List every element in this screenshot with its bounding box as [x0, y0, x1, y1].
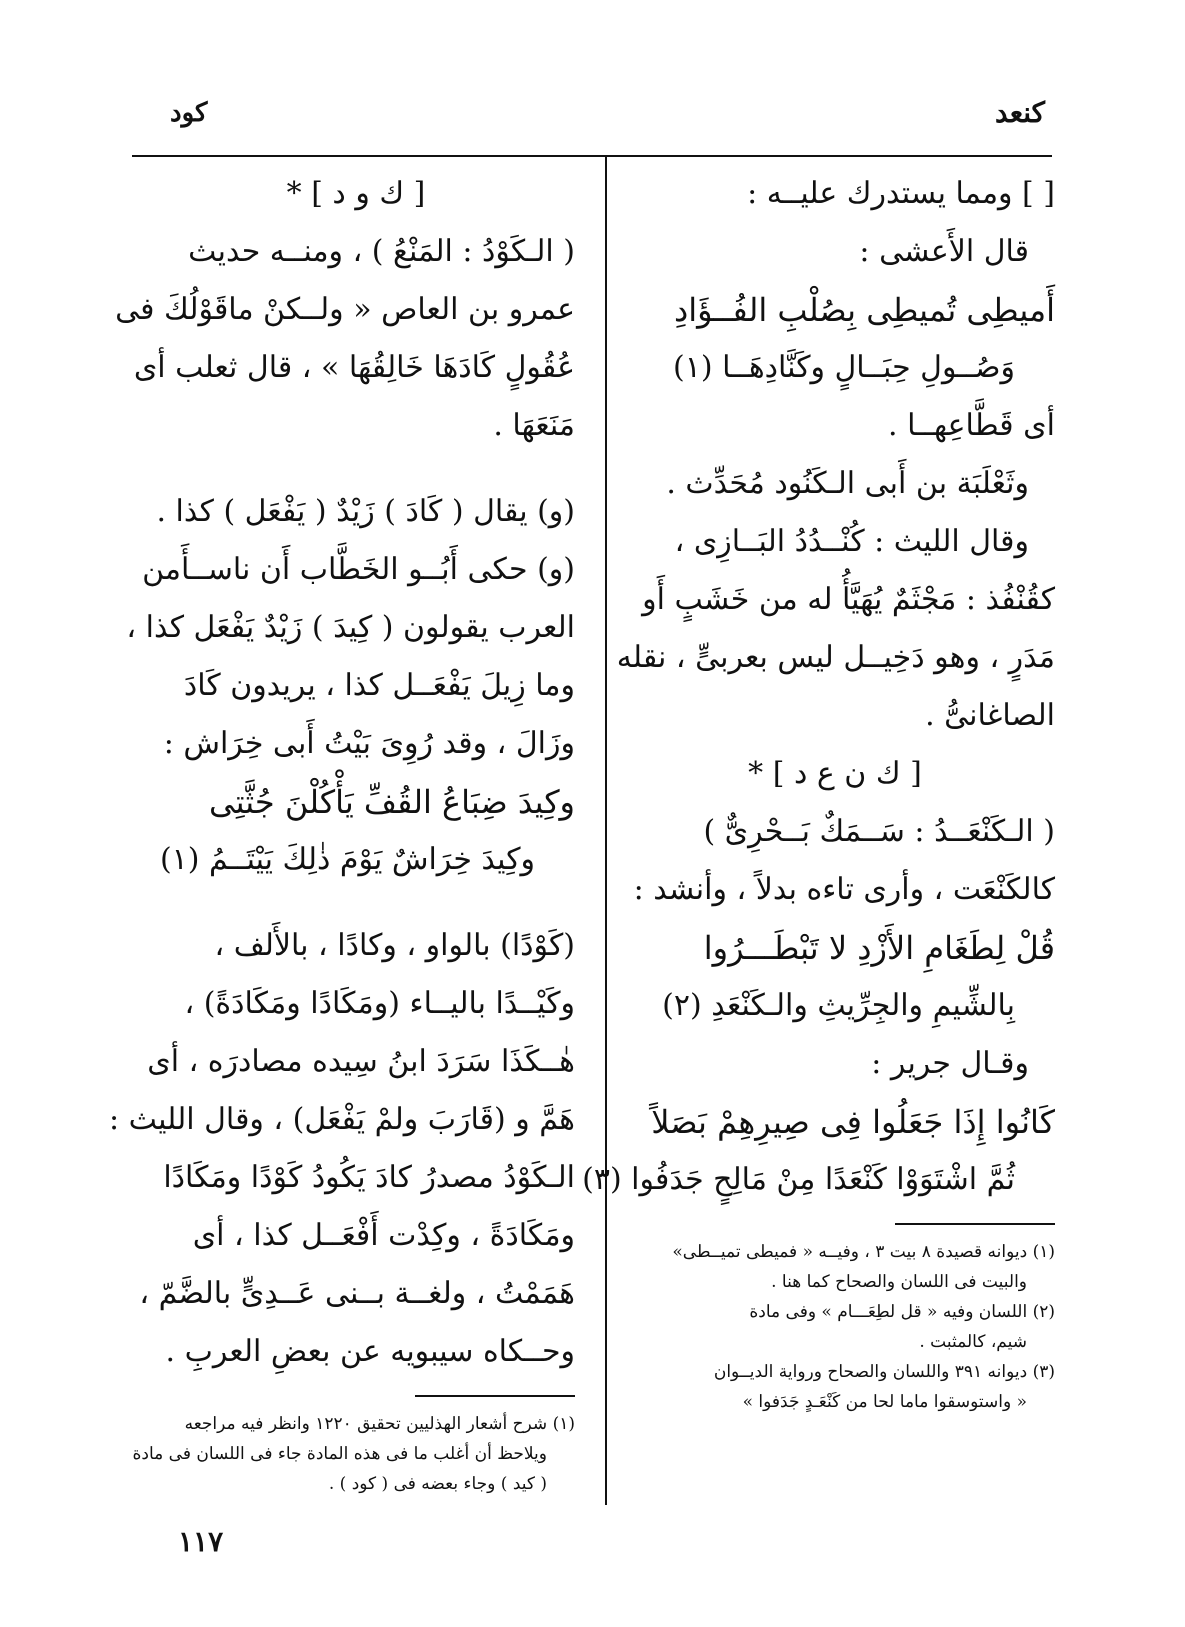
footnote-rule	[415, 1395, 575, 1397]
entry-line: (و) حكى أَبُــو الخَطَّاب أَن ناســأَمن	[142, 552, 575, 587]
entry-line: الـكَوْدُ مصدرُ كادَ يَكُودُ كَوْدًا ومَكَادًا	[163, 1160, 575, 1195]
footnote-line: ( كيد ) وجاء بعضه فى ( كود ) .	[328, 1474, 547, 1494]
entry-line: هٰــكَذَا سَرَدَ ابنُ سِيده مصادرَه ، أى	[147, 1044, 575, 1079]
right-column	[582, 165, 1055, 1417]
entry-line: عُقُولٍ كَادَهَا خَالِقُهَا » ، قال ثعلب أى	[133, 350, 575, 385]
entry-line: وما زِيلَ يَفْعَــل كذا ، يريدون كَادَ	[183, 668, 575, 703]
headword: [ ك ن ع د ] *	[748, 756, 922, 791]
entry-line: وقال الليث : كُنْــدُدُ البَــازِى ،	[674, 524, 1029, 559]
running-head-left: كود	[170, 98, 208, 128]
entry-line: وقـال جرير :	[871, 1046, 1029, 1081]
paragraph-gap	[137, 889, 575, 917]
entry-line: مَنَعَهَا .	[493, 408, 575, 443]
entry-line: ( الـكَنْعَــدُ : سَــمَكٌ بَــحْرِىٌّ )	[703, 814, 1055, 849]
footnote-line: (٣) ديوانه ٣٩١ واللسان والصحاح ورواية الديــوان	[713, 1362, 1055, 1382]
entry-line: قال الأَعشى :	[859, 234, 1029, 269]
verse-line: ثُمَّ اشْتَوَوْا كَنْعَدًا مِنْ مَالِحٍ جَدَفُوا (٣)	[582, 1162, 1015, 1197]
entry-line: وكَيْــدًا باليــاء (ومَكَادًا ومَكَادَةً) ،	[184, 986, 575, 1021]
verse-line: كَانُوا إِذَا جَعَلُوا فِى صِيرِهِمْ بَصَلاً	[651, 1103, 1055, 1141]
column-divider	[605, 157, 607, 1505]
entry-line: [ ] ومما يستدرك عليــه :	[747, 176, 1055, 211]
entry-line: العرب يقولون ( كِيدَ ) زَيْدٌ يَفْعَل كذا ،	[126, 610, 575, 645]
entry-line: (و) يقال ( كَادَ ) زَيْدٌ ( يَفْعَل ) كذا .	[156, 494, 575, 529]
entry-line: الصاغانىُّ .	[925, 698, 1055, 733]
footnote-line: (٢) اللسان وفيه « قل لطِعَـــام » وفى مادة	[749, 1302, 1055, 1322]
page-number: ١١٧	[178, 1525, 224, 1558]
footnote-line: شيم، كالمثبت .	[919, 1332, 1027, 1352]
entry-line: كقُنْفُذ : مَجْثَمٌ يُهَيَّأُ له من خَشَبٍ أَو	[642, 582, 1055, 617]
footnote-line: « واستوسقوا ماما لحا من كَنْعَـدٍ جَدَفوا »	[742, 1392, 1027, 1412]
footnote-line: (١) شرح أشعار الهذليين تحقيق ١٢٢٠ وانظر فيه مراجعه	[184, 1414, 575, 1434]
verse-line: وكِيدَ خِرَاشٌ يَوْمَ ذٰلِكَ يَيْتَــمُ (١)	[159, 842, 535, 877]
entry-line: عمرو بن العاص « ولــكنْ ماقَوْلُكَ فى	[115, 292, 575, 327]
entry-line: هَمَّ و (قَارَبَ ولمْ يَفْعَل) ، وقال الليث :	[109, 1102, 575, 1137]
headword: [ ك و د ] *	[286, 176, 426, 211]
entry-line: مَدَرٍ ، وهو دَخِيــل ليس بعربىٍّ ، نقله	[616, 640, 1055, 675]
header-rule	[132, 155, 1052, 157]
verse-line: بِالشِّيمِ والجِرِّيثِ والـكَنْعَدِ (٢)	[662, 988, 1015, 1023]
footnote-line: ويلاحظ أن أغلب ما فى هذه المادة جاء فى اللسان فى مادة	[132, 1444, 547, 1464]
footnote-line: والبيت فى اللسان والصحاح كما هنا .	[771, 1272, 1027, 1292]
entry-line: وحــكاه سيبويه عن بعضِ العربِ .	[165, 1334, 575, 1369]
entry-line: وزَالَ ، وقد رُوِىَ بَيْتُ أَبى خِرَاش :	[163, 726, 575, 761]
entry-line: أى قَطَّاعِهــا .	[888, 408, 1055, 443]
running-head-right: كنعد	[995, 96, 1045, 129]
entry-line: وثَعْلَبَة بن أَبى الـكَنُود مُحَدِّث .	[666, 466, 1029, 501]
verse-line: وكِيدَ ضِبَاعُ القُفِّ يَأْكُلْنَ جُثَّتِى	[208, 783, 575, 821]
entry-line: ومَكَادَةً ، وكِدْت أَفْعَــل كذا ، أى	[192, 1218, 575, 1253]
verse-line: قُلْ لِطَغَامِ الأَزْدِ لا تَبْطَـــرُوا	[703, 929, 1055, 967]
footnote-rule	[895, 1223, 1055, 1225]
entry-line: (كَوْدًا) بالواو ، وكادًا ، بالأَلف ،	[214, 928, 575, 963]
footnote-line: (١) ديوانه قصيدة ٨ بيت ٣ ، وفيــه « فميطى تميــطى»	[672, 1242, 1055, 1262]
paragraph-gap	[137, 455, 575, 483]
left-column	[109, 165, 575, 1499]
entry-line: ( الـكَوْدُ : المَنْعُ ) ، ومنــه حديث	[188, 234, 575, 269]
entry-line: هَمَمْتُ ، ولغــة بــنى عَــدِىٍّ بالضَّمّ ،	[139, 1276, 575, 1311]
entry-line: كالكَنْعَت ، وأرى تاءه بدلاً ، وأنشد :	[633, 872, 1055, 907]
verse-line: وَصُــولِ حِبَــالٍ وكَنَّادِهَــا (١)	[673, 350, 1015, 385]
verse-line: أَميطِى تُميطِى بِصُلْبِ الفُــؤَادِ	[673, 291, 1055, 329]
